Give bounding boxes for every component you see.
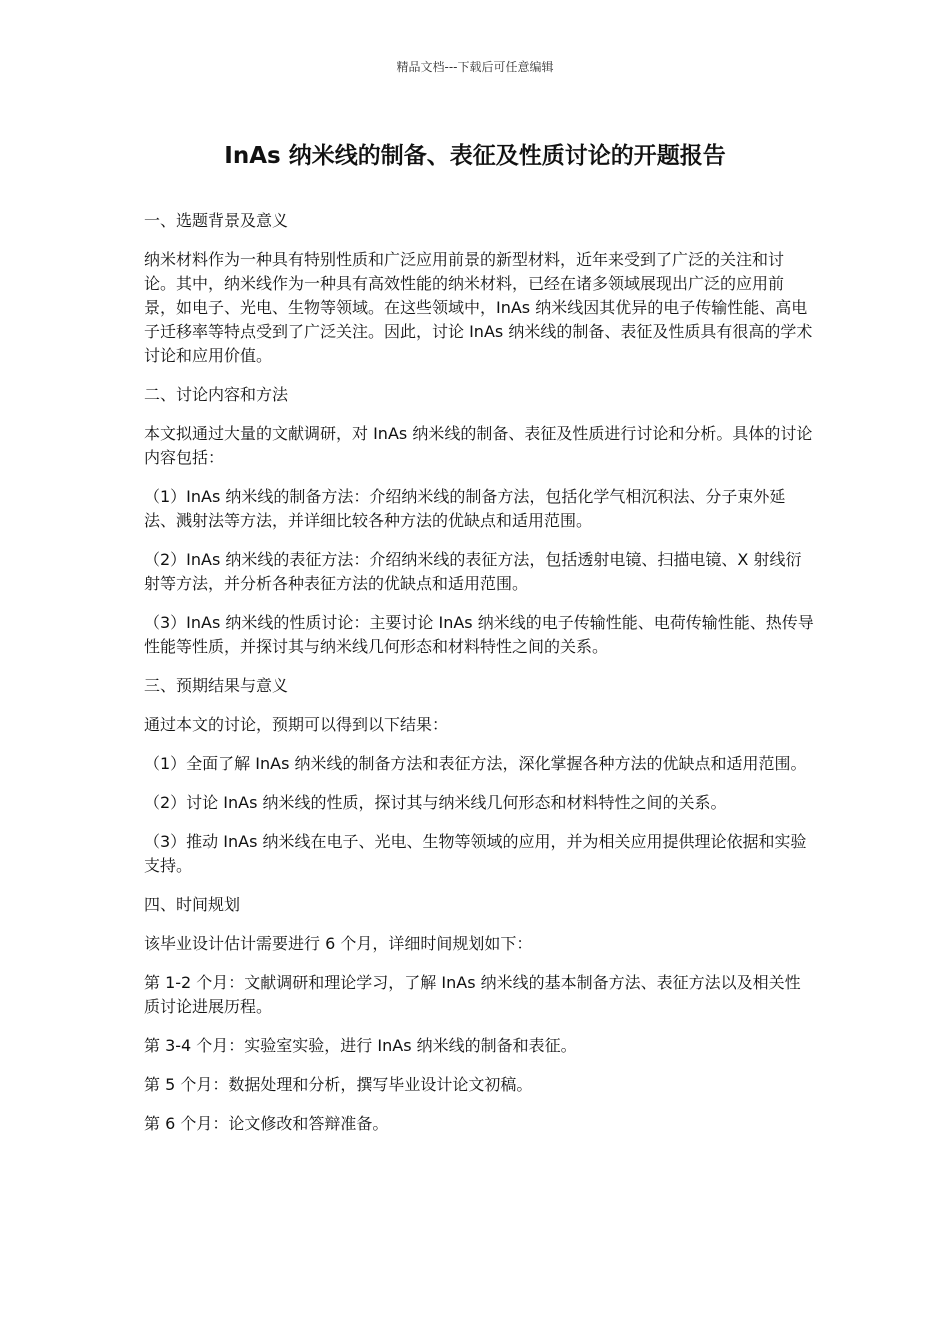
list-item-properties: （3）InAs 纳米线的性质讨论：主要讨论 InAs 纳米线的电子传输性能、电荷传输性能、热传导性能等性质，并探讨其与纳米线几何形态和材料特性之间的关系。	[144, 613, 814, 656]
schedule-item-month-6: 第 6 个月：论文修改和答辩准备。	[144, 1114, 389, 1133]
schedule-item-months-1-2: 第 1-2 个月：文献调研和理论学习，了解 InAs 纳米线的基本制备方法、表征方法以及相关性质讨论进展历程。	[144, 973, 801, 1016]
header-watermark: 精品文档---下载后可任意编辑	[396, 60, 554, 74]
list-item-result-3: （3）推动 InAs 纳米线在电子、光电、生物等领域的应用，并为相关应用提供理论依据和实验支持。	[144, 832, 807, 875]
section-heading-expected-results: 三、预期结果与意义	[144, 676, 289, 695]
list-item-result-1: （1）全面了解 InAs 纳米线的制备方法和表征方法，深化掌握各种方法的优缺点和适用范围。	[144, 754, 807, 773]
list-item-result-2: （2）讨论 InAs 纳米线的性质，探讨其与纳米线几何形态和材料特性之间的关系。	[144, 793, 727, 812]
list-item-preparation: （1）InAs 纳米线的制备方法：介绍纳米线的制备方法，包括化学气相沉积法、分子束外延法、溅射法等方法，并详细比较各种方法的优缺点和适用范围。	[144, 487, 786, 530]
paragraph-background: 纳米材料作为一种具有特别性质和广泛应用前景的新型材料，近年来受到了广泛的关注和讨论。其中，纳米线作为一种具有高效性能的纳米材料，已经在诸多领域展现出广泛的应用前景，如电子、光电、生物等领域。在这些领域中，InAs 纳米线因其优异的电子传输性能、高电子迁移率等特点受到了广泛关注。因此，讨论 InAs 纳米线的制备、表征及性质具有很高的学术讨论和应用价值。	[144, 250, 813, 365]
section-heading-background: 一、选题背景及意义	[144, 211, 289, 230]
schedule-item-month-5: 第 5 个月：数据处理和分析，撰写毕业设计论文初稿。	[144, 1075, 533, 1094]
document-title: InAs 纳米线的制备、表征及性质讨论的开题报告	[224, 143, 726, 169]
schedule-item-months-3-4: 第 3-4 个月：实验室实验，进行 InAs 纳米线的制备和表征。	[144, 1036, 577, 1055]
paragraph-schedule-intro: 该毕业设计估计需要进行 6 个月，详细时间规划如下：	[144, 934, 533, 953]
document-body	[144, 209, 814, 1151]
section-heading-content-methods: 二、讨论内容和方法	[144, 385, 289, 404]
paragraph-content-intro: 本文拟通过大量的文献调研，对 InAs 纳米线的制备、表征及性质进行讨论和分析。具体的讨论内容包括：	[144, 424, 813, 467]
section-heading-schedule: 四、时间规划	[144, 895, 241, 914]
paragraph-results-intro: 通过本文的讨论，预期可以得到以下结果：	[144, 715, 449, 734]
list-item-characterization: （2）InAs 纳米线的表征方法：介绍纳米线的表征方法，包括透射电镜、扫描电镜、X 射线衍射等方法，并分析各种表征方法的优缺点和适用范围。	[144, 550, 802, 593]
